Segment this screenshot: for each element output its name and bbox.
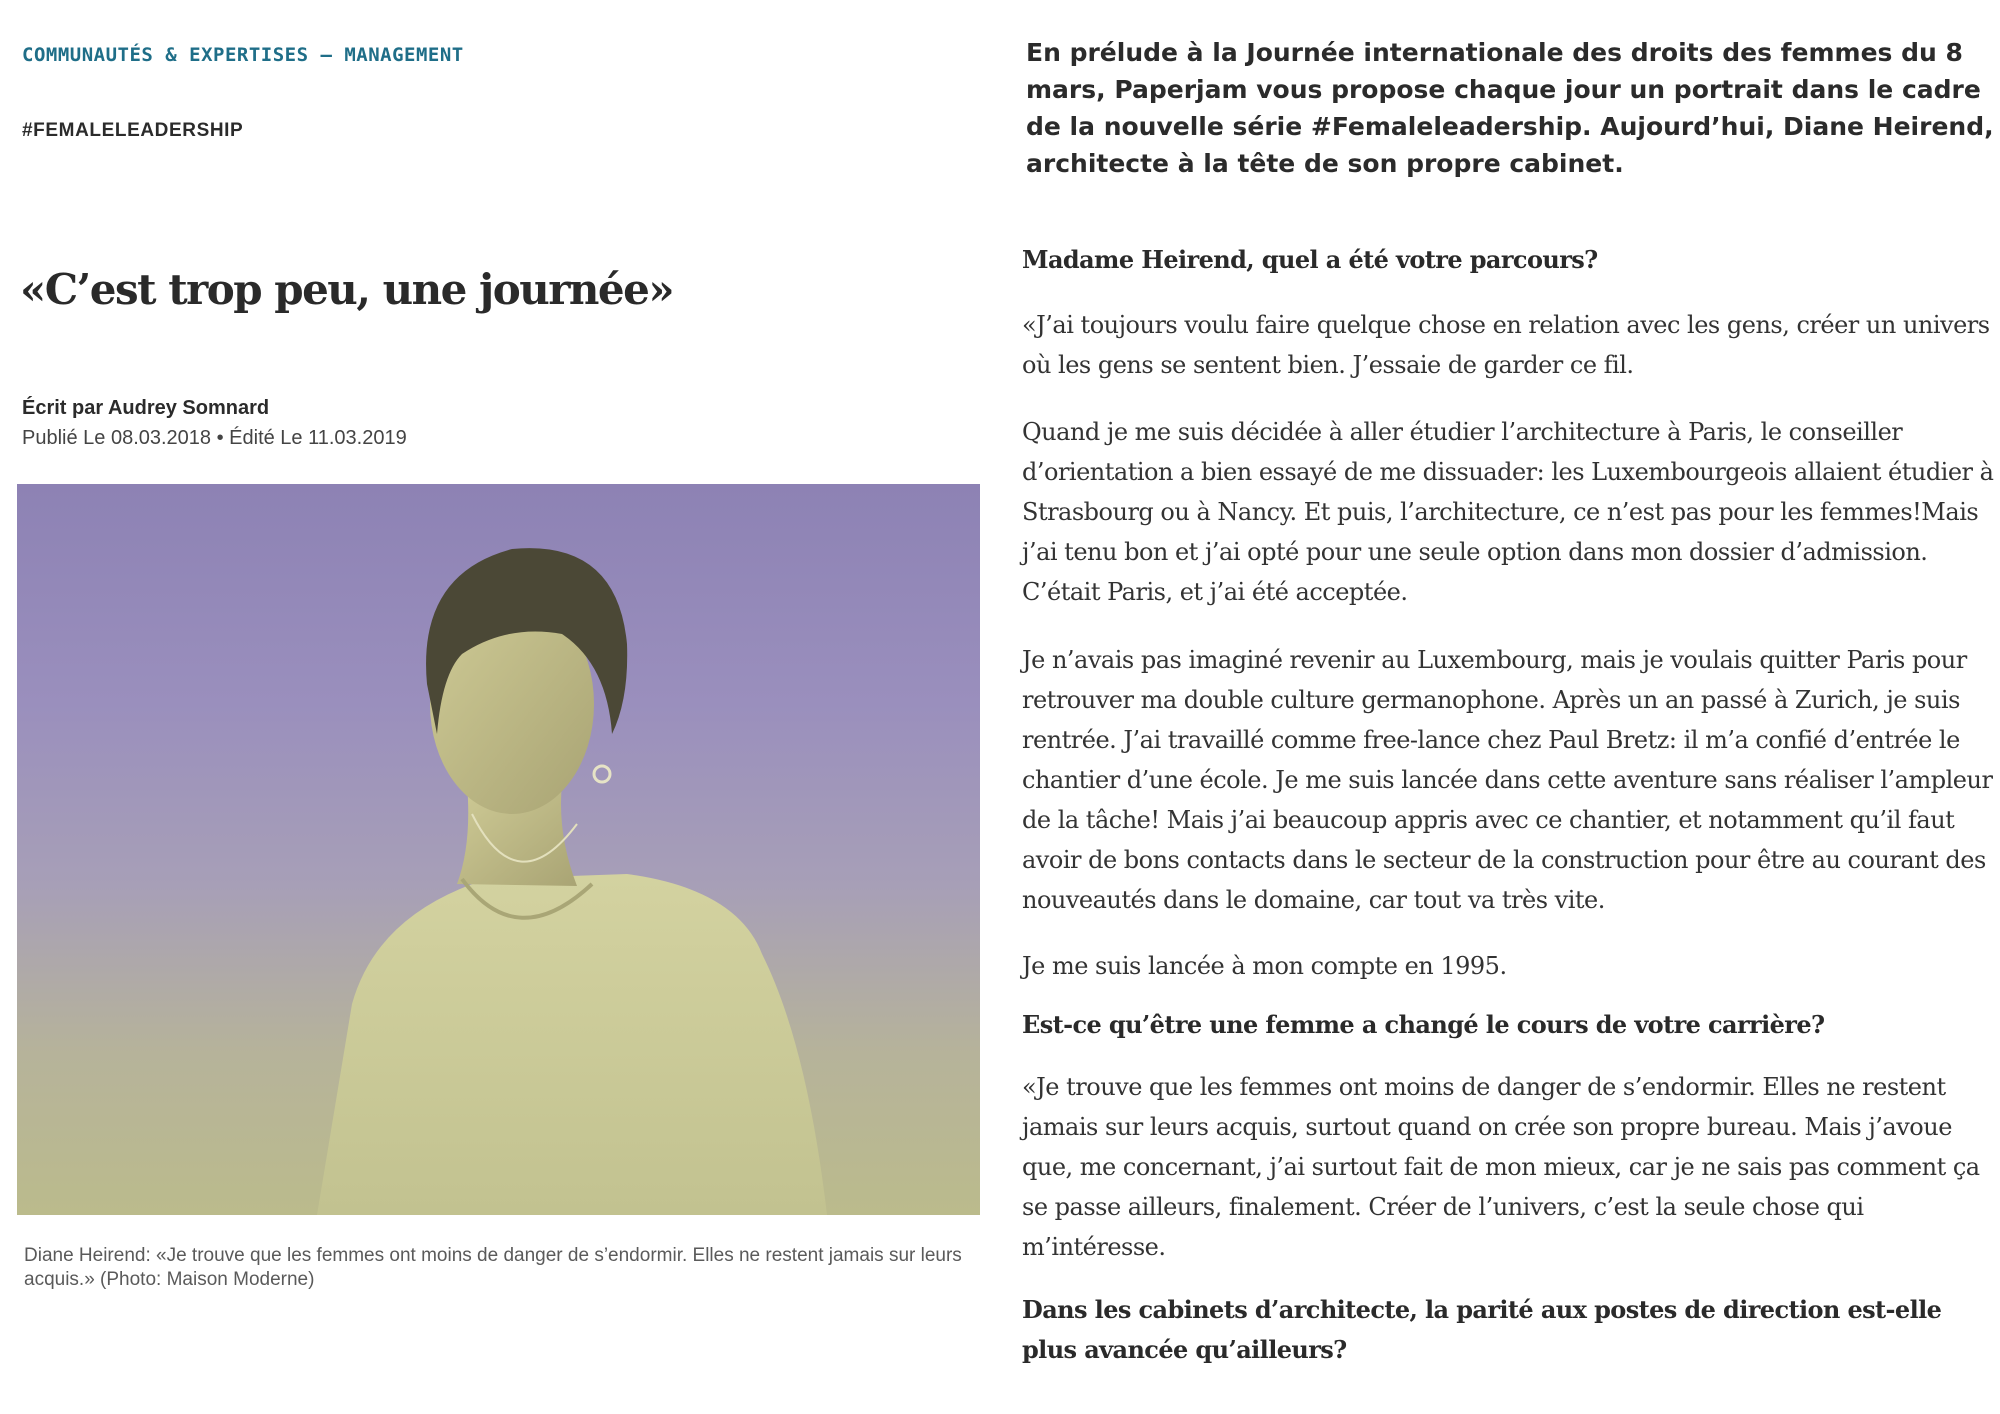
author-byline: Écrit par Audrey Somnard xyxy=(22,397,270,419)
answer-paragraph-3: Je n’avais pas imaginé revenir au Luxembourg, mais je voulais quitter Paris pour retrouver ma double culture germanophone. Après un an passé à Zurich, je suis rentrée. J’ai travaillé comme free-lance chez Paul Bretz: il m’a confié d’entrée le chantier d’une école. Je me suis lancée dans cette aventure sans réaliser l’ampleur de la tâche! Mais j’ai beaucoup appris avec ce chantier, et notamment qu’il faut avoir de bons contacts dans le secteur de la construction pour être au courant des nouveautés dans le domaine, car tout va très vite. xyxy=(1022,646,1993,914)
article-photo xyxy=(17,484,980,1215)
portrait-illustration xyxy=(17,484,980,1215)
article-title: «C’est trop peu, une journée» xyxy=(20,265,674,314)
answer-paragraph-2: Quand je me suis décidée à aller étudier l’architecture à Paris, le conseiller d’orientation a bien essayé de me dissuader: les Luxembourgeois allaient étudier à Strasbourg ou à Nancy. Et puis, l’architecture, ce n’est pas pour les femmes!Mais j’ai tenu bon et j’ai opté pour une seule option dans mon dossier d’admission. C’était Paris, et j’ai été acceptée. xyxy=(1022,418,1994,606)
category-breadcrumb[interactable]: COMMUNAUTÉS & EXPERTISES — MANAGEMENT xyxy=(22,44,464,66)
photo-caption: Diane Heirend: «Je trouve que les femmes ont moins de danger de s’endormir. Elles ne restent jamais sur leurs acquis.» (Photo: Maison Moderne) xyxy=(24,1245,962,1290)
article-header-column xyxy=(0,0,990,1414)
question-2: Est-ce qu’être une femme a changé le cours de votre carrière? xyxy=(1022,1010,1825,1039)
answer-paragraph-1: «J’ai toujours voulu faire quelque chose en relation avec les gens, créer un univers où les gens se sentent bien. J’essaie de garder ce fil. xyxy=(1022,311,1990,379)
hashtag-link[interactable]: #FEMALELEADERSHIP xyxy=(22,120,244,141)
answer-paragraph-5: «Je trouve que les femmes ont moins de danger de s’endormir. Elles ne restent jamais sur leurs acquis, surtout quand on crée son propre bureau. Mais j’avoue que, me concernant, j’ai surtout fait de mon mieux, car je ne sais pas comment ça se passe ailleurs, finalement. Créer de l’univers, c’est la seule chose qui m’intéresse. xyxy=(1022,1073,1980,1261)
answer-paragraph-4: Je me suis lancée à mon compte en 1995. xyxy=(1022,952,1507,980)
article-body-column xyxy=(1020,0,1995,1414)
article-intro: En prélude à la Journée internationale des droits des femmes du 8 mars, Paperjam vous propose chaque jour un portrait dans le cadre de la nouvelle série #Femaleleadership. Aujourd’hui, Diane Heirend, architecte à la tête de son propre cabinet. xyxy=(1026,38,1994,178)
publish-dates: Publié Le 08.03.2018 • Édité Le 11.03.2019 xyxy=(22,427,407,449)
question-1: Madame Heirend, quel a été votre parcours? xyxy=(1022,245,1598,274)
question-3: Dans les cabinets d’architecte, la parité aux postes de direction est-elle plus avancée qu’ailleurs? xyxy=(1022,1295,1942,1364)
